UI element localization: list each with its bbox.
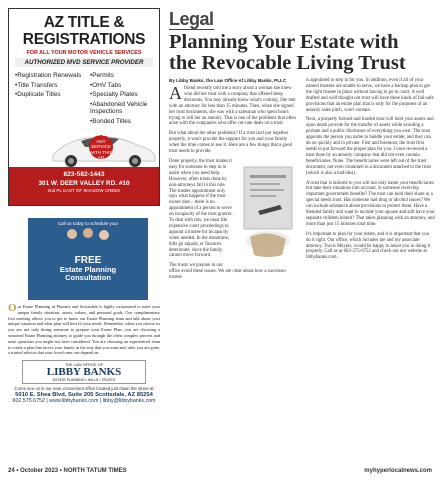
ad-headline — [9, 14, 159, 48]
logo-name: LIBBY BANKS — [46, 366, 122, 379]
ad-service: • Abandoned Vehicle Inspections — [90, 101, 159, 116]
ad-headline-line1: AZ TITLE & — [43, 14, 125, 31]
article-columns — [169, 78, 435, 285]
libby-contact — [8, 386, 160, 404]
libby-banks-logo — [22, 360, 146, 384]
visit-note: Come see us in our new, convenient office located just down the street at — [14, 386, 154, 392]
ad-services-left — [9, 70, 84, 127]
ad-services-right — [84, 70, 159, 127]
discount-badge-percent: 10% OFF — [89, 132, 113, 139]
ad-provider: AUTHORIZED MVD SERVICE PROVIDER — [15, 58, 153, 67]
ad-service: • OHV Tabs — [90, 82, 159, 90]
drop-cap: O — [8, 302, 17, 314]
page-footer — [0, 466, 440, 480]
ad-service: • Title Transfers — [15, 82, 84, 90]
article-title — [169, 32, 435, 74]
trust-illustration — [238, 159, 298, 267]
paragraph: Next, a properly formed and funded trust will hold your assets and upon death provide for the transfer of assets while avoiding a probate and a public disclosure of everything you own. The trust appoints the person you name to handle your estate, and they can do so quickly and in private. First and foremost, the trust first needs to put forward the proper plan for you. I once reviewed a trust done by an annuity company that did not even contain beneficiaries. None. The beneficiaries were left out of the trust document, not even contained in a document attached to the trust (which is also a bad idea). — [306, 117, 434, 176]
byline: By Libby Banks, the Law Office of Libby Banks, PLLC — [169, 78, 287, 83]
consultation-banner[interactable] — [28, 218, 148, 300]
paragraph-text: Done properly, the trust makes it easy for someone to step in to assist when you need help. However, often trusts done by non-attorneys fail in this role. The trustee appointment only says what happens if the trust owner dies – there is no appointment of a person to serve on incapacity of the trust grantor. To deal with this, we must file expensive court proceedings to appoint a trustee for incapacity when needed. In the meantime, bills go unpaid, or finances deteriorate, since the family cannot move forward. — [169, 158, 233, 259]
family-photo — [28, 226, 148, 246]
ad-address-note: 2nd PL EAST OF SHADOW CREEK — [47, 188, 121, 193]
ad-service: • Registration Renewals — [15, 72, 84, 80]
footer-website[interactable]: myhyperlocalnews.com — [364, 468, 432, 474]
ad-column — [8, 8, 160, 405]
consult-body-text: ur Estate Planning in Phoenix and Scottsdale is highly customized to meet your unique family situation, assets, values, and personal goals. Our complimentary first meeting allows you to get to know our Estate Planning team and talk about your unique situation and what plan will best fit your needs. Remember, when you choose us you are not only hiring someone to prepare your Estate Plan; you are choosing a seasoned Estate Planning attorney to guide you through the often complex process and raise questions you might not have considered. You are choosing an experienced team to create a plan that serves your family in the way that you want and, after you are gone, a trusted advisor that your loved ones can depend on. — [8, 304, 160, 356]
paragraph: But what about the other problems? If a trust isn't put together properly, it won't provide the support for you and your family when the time comes to use it. Here are a few things that a good trust needs to provide. — [169, 131, 292, 155]
article — [169, 10, 435, 285]
logo-tagline: THE LAW OFFICE OF — [64, 363, 104, 368]
discount-badge — [89, 132, 113, 161]
consult-free: FREE — [74, 255, 102, 266]
article-column-1 — [169, 78, 298, 285]
office-address: 5010 E. Shea Blvd, Suite 205 Scottsdale, AZ 85254 — [15, 392, 153, 399]
ad-service: • Bonded Titles — [90, 118, 159, 126]
ad-service: • Permits — [90, 72, 159, 80]
libby-banks-ad[interactable] — [8, 218, 160, 404]
paragraph — [169, 159, 298, 259]
consult-line2: Consultation — [65, 273, 111, 282]
article-column-2 — [306, 78, 435, 285]
logo-subtitle: ESTATE PLANNING • WILLS • TRUSTS — [52, 378, 116, 383]
paragraph-text: friend recently told me a story about a woman she knew who did her trust with a company that offered steep discounts. You may already know what's coming. She met with an attorney for less than 15 minutes. Then, when she signed her trust documents, she was with a salesman who spent hours trying to sell her an annuity. That is one of the problems that often arise with the companies who offer cut-rate deals on a trust. — [169, 86, 296, 127]
article-drop-cap: A — [169, 83, 182, 103]
paragraph: A trust that is tailored to you will not only name your beneficiaries but take their situations into account. Is someone receiving important government benefits? The trust can hold their share in a special needs trust. Has someone had drug or alcohol issues? We can include substance abuse provisions to protect them. Have a blended family and want to include your spouse and still have your separate children inherit? That takes planning with an attorney, and more than just 15 minutes total time. — [306, 180, 435, 227]
ad-services — [9, 67, 159, 127]
paragraph — [169, 83, 298, 127]
ad-service: • Specialty Plates — [90, 91, 159, 99]
ad-subheadline: FOR ALL YOUR MOTOR VEHICLE SERVICES — [26, 50, 142, 56]
ad-service: • Duplicate Titles — [15, 91, 84, 99]
ad-headline-line2: REGISTRATIONS — [22, 31, 146, 48]
paragraph: It's important to plan for your estate, and it is important that you do it right. Our office, which includes me and my associate attorney, Travis Meyers, would be happy to assist you in doing it properly. Call us at 602-575-6752 and check out our website at libbybanks.com. — [306, 231, 431, 261]
ad-phone[interactable]: 623-582-1443 — [63, 171, 105, 178]
consult-callout: Call us today to schedule your — [57, 221, 119, 226]
contact-links[interactable]: 602.575.6752 | www.libbybanks.com | libby@libbybanks.com — [12, 398, 156, 405]
ad-footer — [9, 167, 159, 205]
title-registration-ad[interactable] — [8, 8, 160, 206]
footer-issue: 24 • October 2023 • NORTH TATUM TIMES — [8, 468, 127, 474]
article-title-line1: Planning Your Estate with — [169, 31, 399, 53]
paragraph: is appointed to step in for you. In addition, even if all of your named trustees are unable to serve, we have a backup plan to get the right trustee in place without having to go to court. A well drafted and well thought out trust will have these kinds of fail-safe provisions that an estate plan that is only for the purposes of an annuity sales pitch, won't contain. — [306, 78, 434, 113]
paragraph: The trusts we prepare in our office avoid these issues. We are clear about how a successor trustee — [169, 263, 287, 281]
ad-address: 301 W. DEER VALLEY RD. #10 — [38, 180, 130, 187]
consult-line1: Estate Planning — [59, 265, 117, 274]
section-label: Legal — [169, 9, 214, 29]
discount-badge-note: ANY SERVICE WITH THIS AD — [89, 138, 113, 161]
consult-body — [8, 304, 160, 356]
article-title-line2: the Revocable Living Trust — [169, 52, 406, 74]
